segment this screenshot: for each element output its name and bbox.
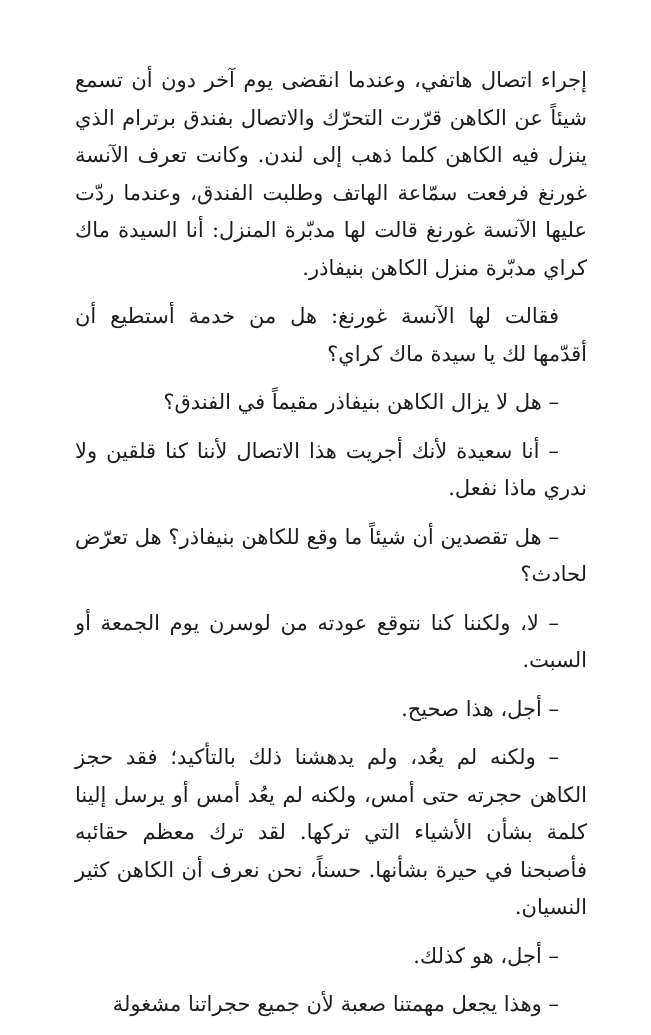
- book-page: [75, 62, 587, 1035]
- paragraph-2: فقالت لها الآنسة غورنغ: هل من خدمة أستطيع أن أقدّمها لك يا سيدة ماك كراي؟: [75, 304, 587, 366]
- dialogue-line-4: – لا، ولكننا كنا نتوقع عودته من لوسرن يوم الجمعة أو السبت.: [75, 610, 587, 672]
- dialogue-line-7: – أجل، هو كذلك.: [413, 943, 559, 968]
- paragraph-1: إجراء اتصال هاتفي، وعندما انقضى يوم آخر دون أن تسمع شيئاً عن الكاهن قرّرت التحرّك والاتصال بفندق برترام الذي ينزل فيه الكاهن كلما ذهب إلى لندن. وكانت تعرف الآنسة غورنغ فرفعت سمّاعة الهاتف وطلبت الفندق، وعندما ردّت عليها الآنسة غورنغ قالت لها مدبّرة المنزل: أنا السيدة ماك كراي مدبّرة منزل الكاهن بنيفاذر.: [75, 68, 587, 280]
- dialogue-line-6: – ولكنه لم يعُد، ولم يدهشنا ذلك بالتأكيد؛ فقد حجز الكاهن حجرته حتى أمس، ولكنه لم يعُد أمس أو يرسل إلينا كلمة بشأن الأشياء التي تركها. لقد ترك معظم حقائبه فأصبحنا في حيرة بشأنها. حسناً، نحن نعرف أن الكاهن كثير النسيان.: [75, 745, 587, 919]
- dialogue-line-2: – أنا سعيدة لأنك أجريت هذا الاتصال لأننا كنا قلقين ولا ندري ماذا نفعل.: [75, 438, 587, 500]
- dialogue-line-3: – هل تقصدين أن شيئاً ما وقع للكاهن بنيفاذر؟ هل تعرّض لحادث؟: [75, 524, 587, 586]
- dialogue-line-8: – وهذا يجعل مهمتنا صعبة لأن جميع حجراتنا مشغولة: [112, 992, 559, 1016]
- dialogue-line-5: – أجل، هذا صحيح.: [401, 696, 559, 721]
- dialogue-line-1: – هل لا يزال الكاهن بنيفاذر مقيماً في الفندق؟: [163, 390, 559, 414]
